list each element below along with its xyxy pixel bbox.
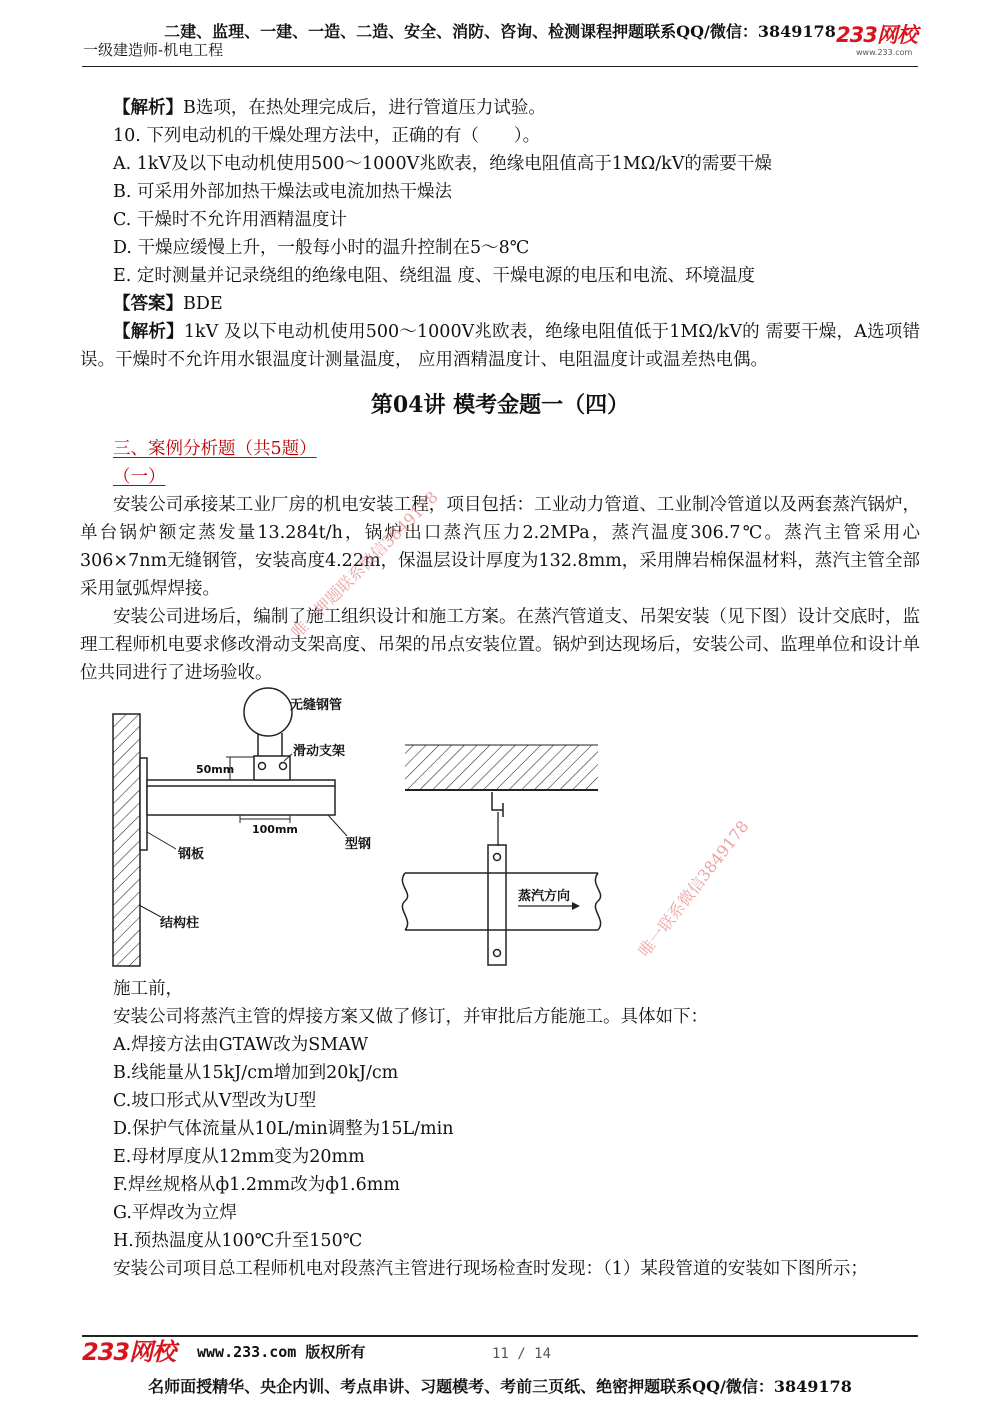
q10-option-c: C. 干燥时不允许用酒精温度计 [113, 210, 347, 230]
pipe-break-left [402, 873, 407, 930]
question-block [80, 94, 920, 374]
revision-item-h: H.预热温度从100℃升至150℃ [113, 1231, 363, 1251]
support-hanger-figure [100, 684, 620, 974]
watermark-upper: 唯一押题联系微信3849178 [287, 487, 442, 642]
label-structural-column: 结构柱 [160, 916, 200, 931]
header-logo-text: 233网校 [836, 23, 917, 47]
header-logo [836, 22, 926, 58]
lecture-title: 第04讲 模考金题一（四） [370, 392, 630, 418]
q10-analysis-label: 【解析】 [113, 322, 184, 342]
case-number: （一） [113, 467, 166, 487]
case-number-line [80, 463, 920, 491]
revision-intro: 安装公司将蒸汽主管的焊接方案又做了修订，并审批后方能施工。具体如下： [113, 1007, 708, 1027]
revision-item-g: G.平焊改为立焊 [113, 1203, 237, 1223]
q10-answer-value: BDE [183, 294, 223, 314]
revision-item-b: B.线能量从15kJ/cm增加到20kJ/cm [113, 1063, 399, 1083]
header-logo-site: www.233.com [856, 48, 913, 57]
q10-option-d: D. 干燥应缓慢上升，一般每小时的温升控制在5～8℃ [113, 238, 530, 258]
steel-plate-leader [147, 832, 176, 849]
q10-option-b: B. 可采用外部加热干燥法或电流加热干燥法 [113, 182, 452, 202]
footer-logo: 233网校 [82, 1338, 176, 1366]
q10-answer-label: 【答案】 [113, 294, 183, 314]
section-title: 三、案例分析题（共5题） [113, 439, 317, 459]
q10-analysis [80, 318, 920, 374]
label-support-height: 50mm [196, 763, 235, 776]
q10-option-e: E. 定时测量并记录绕组的绝缘电阻、绕组温 度、干燥电源的电压和电流、环境温度 [113, 266, 755, 286]
structural-column [113, 714, 140, 966]
case-paragraph-1: 安装公司承接某工业厂房的机电安装工程，项目包括：工业动力管道、工业制冷管道以及两套蒸汽锅炉，单台锅炉额定蒸发量13.284t/h，锅炉出口蒸汽压力2.2MPa，蒸汽温度306.7℃。蒸汽主管采用心306×7nm无缝钢管，安装高度4.22m，保温层设计厚度为132.8mm，采用牌岩棉保温材料，蒸汽主管全部采用氩弧焊焊接。 [80, 495, 920, 599]
revision-item-d: D.保护气体流量从10L/min调整为15L/min [113, 1119, 454, 1139]
pipe-break-right [595, 873, 600, 930]
revision-block [80, 975, 920, 1283]
seamless-pipe-section [244, 688, 292, 736]
hanger-drawing [402, 745, 600, 965]
page-number: 11 / 14 [492, 1346, 552, 1362]
before-construction: 施工前， [113, 979, 183, 999]
label-support-width: 100mm [252, 823, 298, 836]
section-heading [80, 435, 920, 463]
footer-copyright: www.233.com 版权所有 [197, 1343, 366, 1361]
label-seamless-pipe: 无缝钢管 [290, 698, 343, 713]
footer-rule [82, 1335, 918, 1337]
inspection-finding: 安装公司项目总工程师机电对段蒸汽主管进行现场检查时发现：（1）某段管道的安装如下图所示； [113, 1259, 868, 1279]
q9-analysis-text: B选项，在热处理完成后，进行管道压力试验。 [183, 98, 546, 118]
revision-item-a: A.焊接方法由GTAW改为SMAW [113, 1035, 369, 1055]
q10-answer [80, 290, 920, 318]
label-steel-plate: 钢板 [178, 847, 205, 862]
column-leader [139, 905, 161, 917]
header-course-title: 一级建造师-机电工程 [83, 41, 224, 59]
header-rule [82, 66, 918, 67]
clamp-bolt-bottom [494, 950, 501, 957]
q10-stem: 10. 下列电动机的干燥处理方法中，正确的有（ ）。 [113, 126, 541, 146]
sliding-support-drawing [113, 688, 347, 966]
steam-direction-arrowhead [572, 902, 580, 910]
steel-plate [140, 758, 147, 850]
q10-option-a: A. 1kV及以下电动机使用500～1000V兆欧表，绝缘电阻值高于1MΩ/kV的需要干燥 [113, 154, 772, 174]
ceiling-slab [405, 745, 598, 790]
watermark-lower: 唯一联系微信3849178 [634, 816, 753, 961]
section-steel-leader [328, 815, 347, 836]
case-section [80, 435, 920, 687]
pipe-clamp [488, 845, 506, 965]
footer-promo-text: 名师面授精华、央企内训、考点串讲、习题模考、考前三页纸、绝密押题联系QQ/微信：3849178 [148, 1377, 852, 1396]
label-section-steel: 型钢 [345, 837, 372, 852]
q10-analysis-text: 1kV 及以下电动机使用500～1000V兆欧表，绝缘电阻值低于1MΩ/kV的 需要干燥，A选项错误。干燥时不允许用水银温度计测量温度， 应用酒精温度计、电阻温度计或温差热电偶。 [80, 322, 921, 370]
label-sliding-support: 滑动支架 [293, 744, 346, 759]
clamp-bolt-top [494, 854, 501, 861]
header-promo-text: 二建、监理、一建、一造、二造、安全、消防、咨询、检测课程押题联系QQ/微信：3849178 [164, 22, 836, 41]
revision-item-f: F.焊丝规格从ф1.2mm改为ф1.6mm [113, 1175, 400, 1195]
q9-analysis-label: 【解析】 [113, 98, 183, 118]
label-steam-direction: 蒸汽方向 [518, 889, 571, 904]
q9-analysis [80, 94, 920, 122]
revision-item-c: C.坡口形式从V型改为U型 [113, 1091, 317, 1111]
case-paragraph-2: 安装公司进场后，编制了施工组织设计和施工方案。在蒸汽管道支、吊架安装（见下图）设计交底时，监理工程师机电要求修改滑动支架高度、吊架的吊点安装位置。锅炉到达现场后，安装公司、监理单位和设计单位共同进行了进场验收。 [80, 607, 920, 683]
revision-item-e: E.母材厚度从12mm变为20mm [113, 1147, 365, 1167]
